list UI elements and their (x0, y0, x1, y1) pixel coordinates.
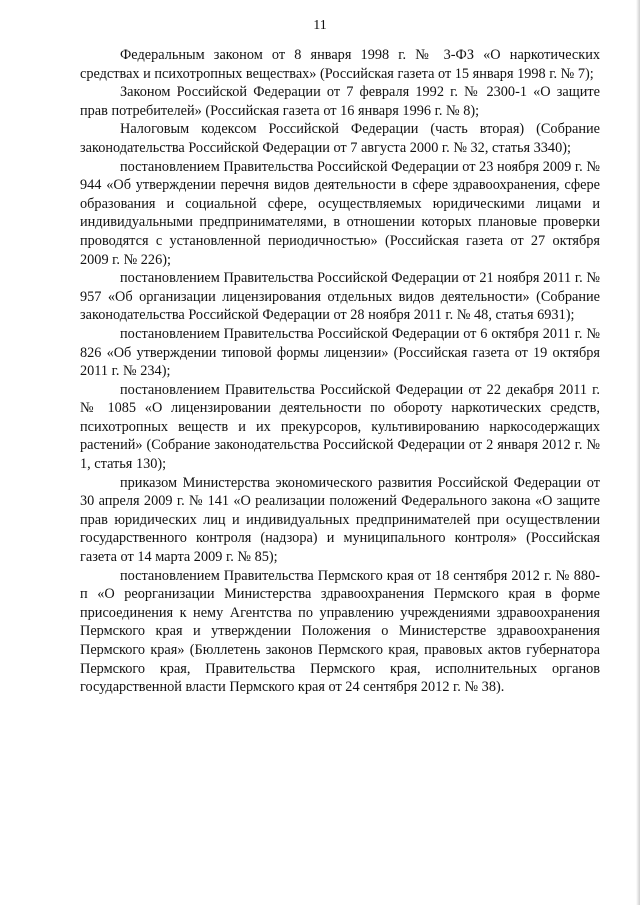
paragraph-resolution-826: постановлением Правительства Российской Федерации от 6 октября 2011 г. № 826 «Об утверждении типовой формы лицензии» (Российская газета от 19 октября 2011 г. № 234); (80, 325, 600, 380)
paragraph-perm-resolution-880: постановлением Правительства Пермского края от 18 сентября 2012 г. № 880-п «О реорганизации Министерства здравоохранения Пермского края в форме присоединения к нему Агентства по управлению учреждениями здравоохранения Пермского края и утверждении Положения о Министерстве здравоохранения Пермского края» (Бюллетень законов Пермского края, правовых актов губернатора Пермского края, Правительства Пермского края, исполнительных органов государственной власти Пермского края от 24 сентября 2012 г. № 38). (80, 567, 600, 696)
paragraph-federal-law-narcotics: Федеральным законом от 8 января 1998 г. № 3-ФЗ «О наркотических средствах и психотропных веществах» (Российская газета от 15 января 1998 г. № 7); (80, 47, 600, 82)
document-body (80, 46, 600, 697)
page-number: 11 (313, 18, 327, 33)
paragraph-consumer-rights-law: Законом Российской Федерации от 7 февраля 1992 г. № 2300-1 «О защите прав потребителей» (Российская газета от 16 января 1996 г. № 8); (80, 84, 600, 119)
paragraph-resolution-944: постановлением Правительства Российской Федерации от 23 ноября 2009 г. № 944 «Об утверждении перечня видов деятельности в сфере здравоохранения, сфере образования и социальной сфере, осуществляемых юридическими лицами и индивидуальными предпринимателями, в отношении которых плановые проверки проводятся с установленной периодичностью» (Российская газета от 27 октября 2009 г. № 226); (80, 158, 600, 268)
paragraph-resolution-1085: постановлением Правительства Российской Федерации от 22 декабря 2011 г. № 1085 «О лицензировании деятельности по обороту наркотических средств, психотропных веществ и их прекурсоров, культивированию наркосодержащих растений» (Собрание законодательства Российской Федерации от 2 января 2012 г. № 1, статья 130); (80, 381, 600, 473)
paragraph-order-141: приказом Министерства экономического развития Российской Федерации от 30 апреля 2009 г. № 141 «О реализации положений Федерального закона «О защите прав юридических лиц и индивидуальных предпринимателей при осуществлении государственного контроля (надзора) и муниципального контроля» (Российская газета от 14 марта 2009 г. № 85); (80, 474, 600, 566)
paragraph-tax-code: Налоговым кодексом Российской Федерации (часть вторая) (Собрание законодательства Российской Федерации от 7 августа 2000 г. № 32, статья 3340); (80, 121, 600, 156)
paragraph-resolution-957: постановлением Правительства Российской Федерации от 21 ноября 2011 г. № 957 «Об организации лицензирования отдельных видов деятельности» (Собрание законодательства Российской Федерации от 28 ноября 2011 г. № 48, статья 6931); (80, 270, 600, 324)
scan-edge-shadow (636, 0, 640, 905)
